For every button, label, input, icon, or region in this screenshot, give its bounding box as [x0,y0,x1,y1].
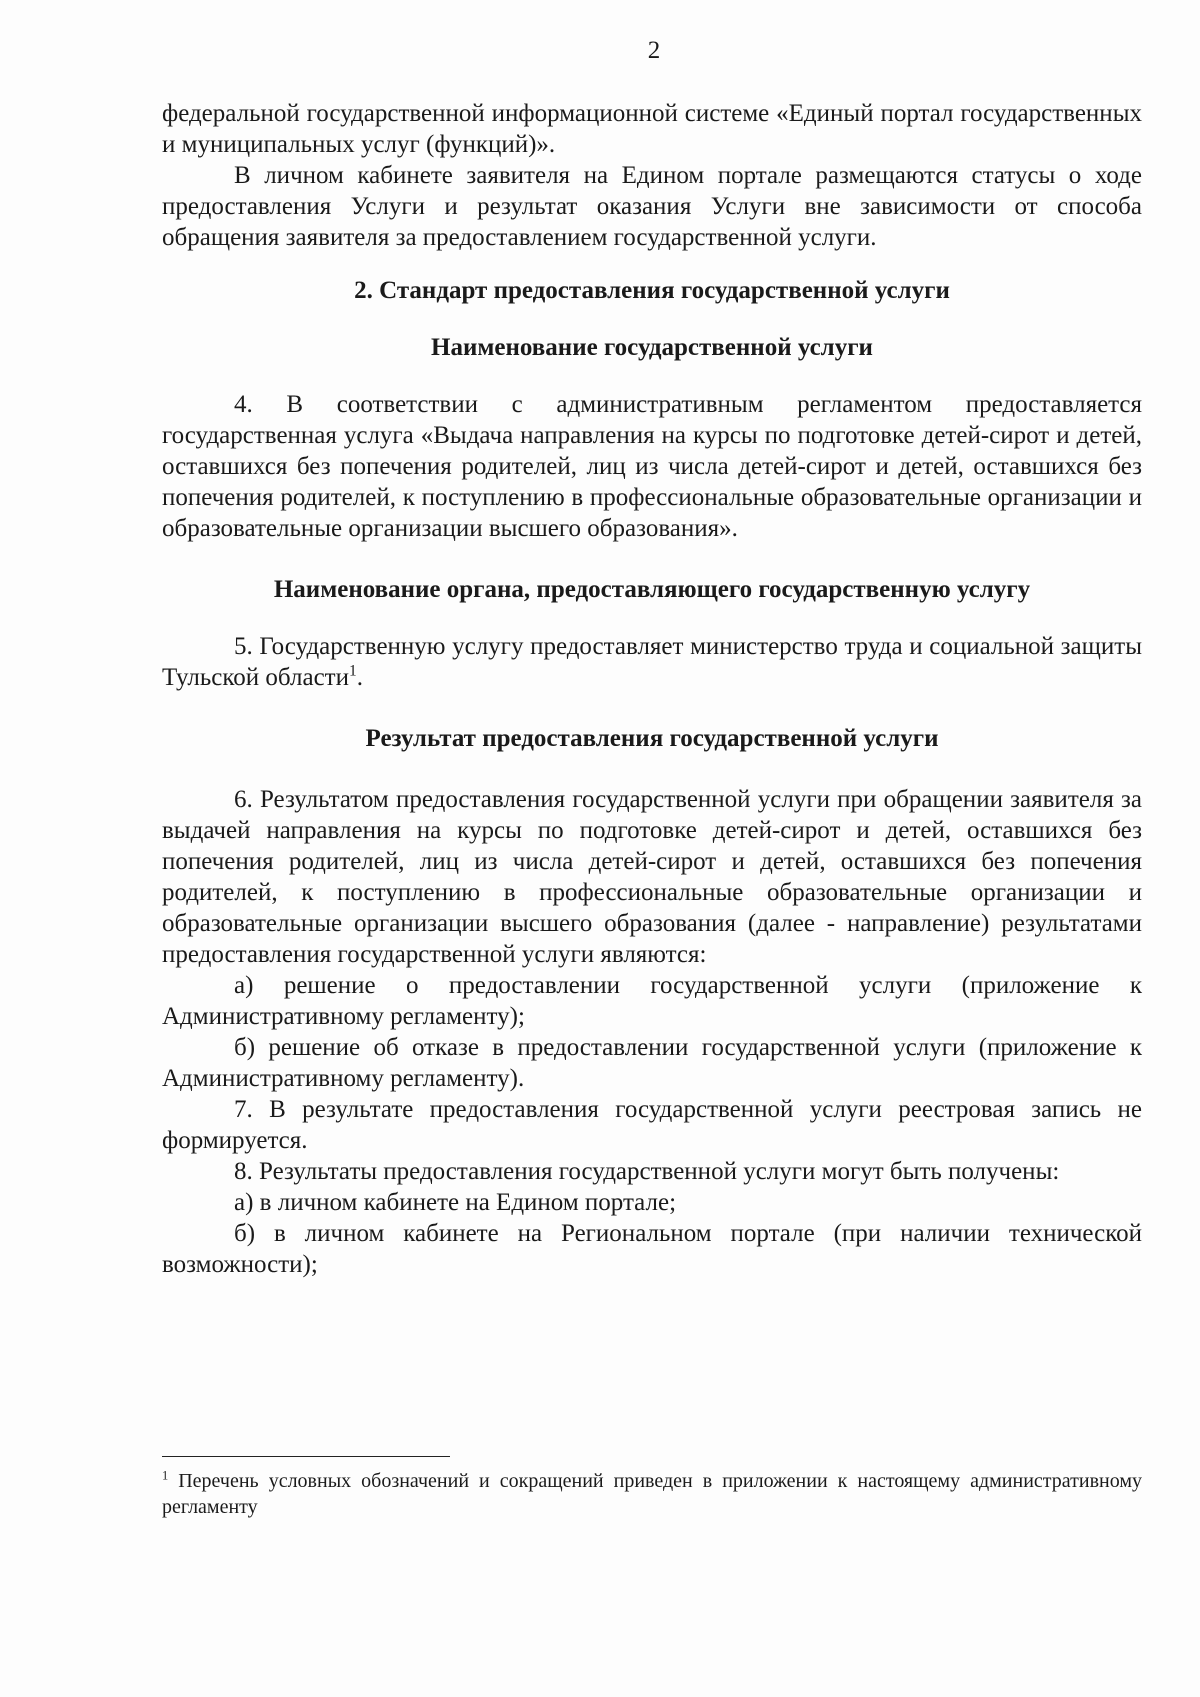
subtitle-service-result: Результат предоставления государственной услуги [365,725,939,752]
item-6-a: а) решение о предоставлении государственной услуги (приложение к Административному регламенту); [162,972,1142,1030]
footnote [162,1468,1142,1520]
document-body [162,98,1142,1280]
item-7-paragraph: 7. В результате предоставления государственной услуги реестровая запись не формируется. [162,1096,1142,1154]
page-number: 2 [647,37,661,64]
item-5-paragraph [162,631,1142,693]
subtitle-service-organ: Наименование органа, предоставляющего государственную услугу [273,576,1031,603]
intro-paragraph-1: федеральной государственной информационной системе «Единый портал государственных и муниципальных услуг (функций)». [162,100,1142,158]
item-4-paragraph: 4. В соответствии с административным регламентом предоставляется государственная услуга «Выдача направления на курсы по подготовке детей-сирот и детей, оставшихся без попечения родителей, лиц из числа детей-сирот и детей, оставшихся без попечения родителей, к поступлению в профессиональные образовательные организации и образовательные организации высшего образования». [162,391,1142,542]
footnote-divider [162,1456,450,1457]
subtitle-service-name: Наименование государственной услуги [431,334,873,361]
item-8-b: б) в личном кабинете на Региональном портале (при наличии технической возможности); [162,1220,1142,1278]
section-2-title: 2. Стандарт предоставления государственной услуги [354,277,950,304]
footnote-text: Перечень условных обозначений и сокращений приведен в приложении к настоящему административному регламенту [162,1470,1142,1518]
item-8-paragraph: 8. Результаты предоставления государственной услуги могут быть получены: [234,1158,1060,1185]
item-6-paragraph: 6. Результатом предоставления государственной услуги при обращении заявителя за выдачей направления на курсы по подготовке детей-сирот и детей, оставшихся без попечения родителей, лиц из числа детей-сирот и детей, оставшихся без попечения родителей, к поступлению в профессиональные образовательные организации и образовательные организации высшего образования (далее - направление) результатами предоставления государственной услуги являются: [162,786,1142,968]
intro-paragraph-2: В личном кабинете заявителя на Едином портале размещаются статусы о ходе предоставления Услуги и результат оказания Услуги вне зависимости от способа обращения заявителя за предоставлением государственной услуги. [162,162,1142,251]
item-6-b: б) решение об отказе в предоставлении государственной услуги (приложение к Административному регламенту). [162,1034,1142,1092]
item-8-a: а) в личном кабинете на Едином портале; [234,1189,677,1216]
footnote-reference[interactable]: 1 [348,662,357,680]
item-5-end: . [356,664,363,691]
footnote-marker: 1 [162,1468,169,1483]
item-5-text: 5. Государственную услугу предоставляет министерство труда и социальной защиты Тульской области [162,633,1142,691]
